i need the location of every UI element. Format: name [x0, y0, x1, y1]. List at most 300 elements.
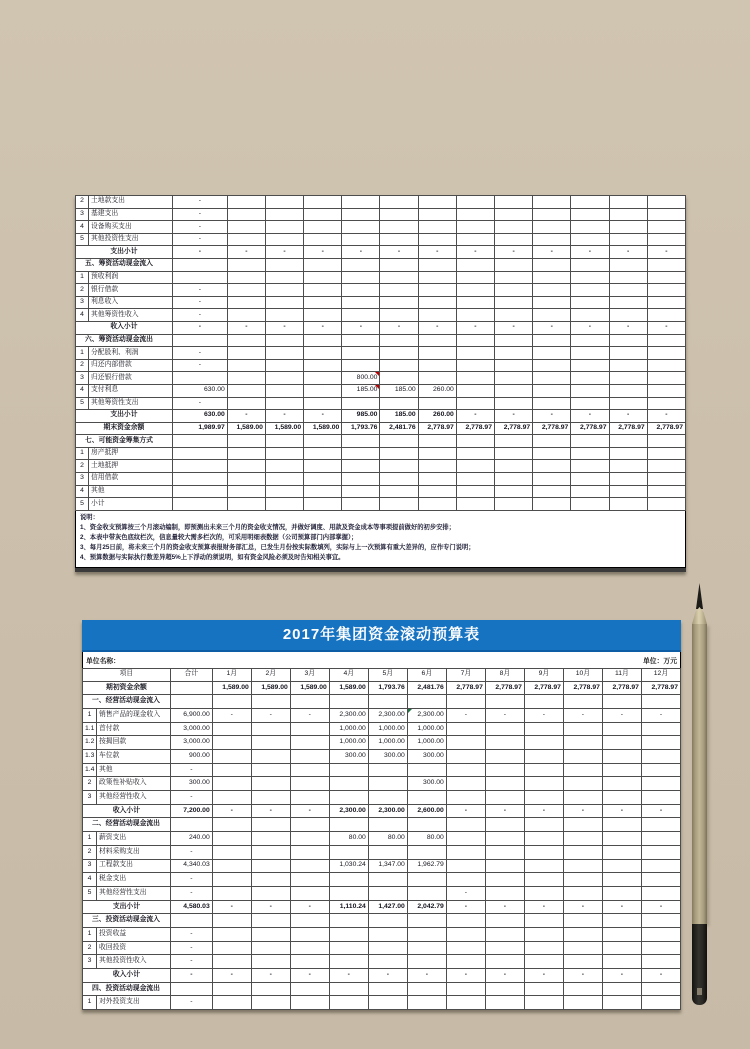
cell — [494, 271, 532, 284]
cell: - — [609, 410, 647, 423]
cell: - — [170, 927, 212, 941]
cell: 300.00 — [407, 750, 446, 764]
cell — [380, 485, 418, 498]
table-row — [83, 777, 681, 791]
cell — [602, 832, 641, 846]
cell — [602, 955, 641, 969]
cell — [456, 372, 494, 385]
cell — [602, 777, 641, 791]
cell — [251, 927, 290, 941]
cell — [647, 258, 685, 271]
row-label: 六、筹资活动现金流出 — [76, 334, 173, 347]
cell — [368, 873, 407, 887]
cell — [494, 384, 532, 397]
cell: 1,000.00 — [407, 722, 446, 736]
row-label: 按揭回款 — [96, 736, 170, 750]
summary-row — [83, 681, 681, 695]
cell — [418, 284, 456, 297]
cell — [227, 284, 265, 297]
cell — [368, 845, 407, 859]
cell: 800.00 — [342, 372, 380, 385]
cell — [446, 914, 485, 928]
cell — [446, 955, 485, 969]
cell — [290, 927, 329, 941]
cell — [418, 196, 456, 209]
row-number: 4 — [83, 873, 97, 887]
cell — [212, 695, 251, 709]
cell — [212, 845, 251, 859]
cell — [290, 859, 329, 873]
cell: - — [456, 410, 494, 423]
cell — [290, 941, 329, 955]
cell — [494, 334, 532, 347]
cell — [524, 750, 563, 764]
cell — [172, 473, 227, 486]
cell — [368, 927, 407, 941]
cell: - — [380, 246, 418, 259]
cell: 2,300.00 — [329, 804, 368, 818]
cell — [227, 347, 265, 360]
cell: - — [571, 410, 609, 423]
row-label: 七、可能资金筹集方式 — [76, 435, 173, 448]
cell — [609, 435, 647, 448]
cell: 1,000.00 — [368, 736, 407, 750]
summary-row — [76, 410, 686, 423]
cell — [304, 208, 342, 221]
cell — [227, 258, 265, 271]
cell: 300.00 — [368, 750, 407, 764]
row-number: 1.3 — [83, 750, 97, 764]
row-number: 2 — [76, 196, 89, 209]
cell — [265, 498, 303, 511]
cell — [609, 372, 647, 385]
cell — [563, 722, 602, 736]
cell: 185.00 — [380, 384, 418, 397]
cell — [533, 221, 571, 234]
row-label: 收入小计 — [76, 321, 173, 334]
cell — [418, 296, 456, 309]
cell — [563, 941, 602, 955]
cell — [251, 736, 290, 750]
table-row — [83, 736, 681, 750]
notes-block — [75, 511, 686, 568]
table-row — [83, 750, 681, 764]
cell: - — [227, 410, 265, 423]
cell — [494, 435, 532, 448]
row-number: 2 — [76, 359, 89, 372]
cell — [265, 473, 303, 486]
row-label: 首付款 — [96, 722, 170, 736]
cell — [641, 859, 680, 873]
note-line: 3、每月25日前，将未来三个月的资金收支预算表报财务部汇总，已发生月份按实际数填列，实际与上一次预算有重大差异的，应作专门说明； — [80, 544, 475, 552]
row-number: 2 — [83, 845, 97, 859]
column-header: 8月 — [485, 669, 524, 682]
cell: - — [609, 321, 647, 334]
cell: - — [494, 321, 532, 334]
cell — [446, 777, 485, 791]
row-label: 对外投资支出 — [96, 996, 170, 1010]
row-label: 收入小计 — [83, 969, 171, 983]
cell — [609, 347, 647, 360]
cell: - — [251, 804, 290, 818]
cell — [342, 296, 380, 309]
cell: - — [290, 708, 329, 722]
table-row — [83, 941, 681, 955]
cell — [602, 996, 641, 1010]
cell — [418, 334, 456, 347]
cell: - — [265, 246, 303, 259]
cell — [342, 196, 380, 209]
cell — [485, 859, 524, 873]
cell — [304, 498, 342, 511]
cell — [172, 372, 227, 385]
cell — [494, 372, 532, 385]
cell — [304, 271, 342, 284]
cell: 185.00 — [380, 410, 418, 423]
cell — [533, 271, 571, 284]
cell — [533, 347, 571, 360]
cell — [368, 914, 407, 928]
cell — [329, 886, 368, 900]
cell — [647, 208, 685, 221]
cell: 1,000.00 — [329, 722, 368, 736]
cell — [524, 859, 563, 873]
cell — [290, 886, 329, 900]
cell — [265, 296, 303, 309]
cell — [418, 473, 456, 486]
row-label: 其他投资性收入 — [96, 955, 170, 969]
cell — [485, 695, 524, 709]
row-number: 4 — [76, 485, 89, 498]
cell — [571, 447, 609, 460]
cell — [172, 271, 227, 284]
cell — [380, 334, 418, 347]
cell — [329, 873, 368, 887]
row-label: 基建支出 — [88, 208, 172, 221]
cell — [524, 763, 563, 777]
row-number: 4 — [76, 309, 89, 322]
cell — [407, 955, 446, 969]
cell — [456, 296, 494, 309]
cell — [524, 722, 563, 736]
cell — [485, 982, 524, 996]
cell — [602, 914, 641, 928]
cell — [380, 271, 418, 284]
cell — [456, 435, 494, 448]
cell — [172, 460, 227, 473]
summary-row — [76, 422, 686, 435]
cell: 1,589.00 — [212, 681, 251, 695]
cell — [407, 845, 446, 859]
cell: 7,200.00 — [170, 804, 212, 818]
column-header: 5月 — [368, 669, 407, 682]
cell: - — [172, 196, 227, 209]
summary-row — [76, 246, 686, 259]
table-row — [76, 296, 686, 309]
cell — [647, 221, 685, 234]
cell — [172, 485, 227, 498]
unit-row — [82, 652, 681, 668]
cell — [304, 258, 342, 271]
row-number: 1 — [83, 927, 97, 941]
cell — [641, 927, 680, 941]
cell: 2,778.97 — [524, 681, 563, 695]
column-header: 10月 — [563, 669, 602, 682]
cell — [304, 485, 342, 498]
cell — [265, 485, 303, 498]
cell — [290, 750, 329, 764]
cell — [571, 359, 609, 372]
cell — [304, 221, 342, 234]
cell — [533, 233, 571, 246]
cell: - — [227, 321, 265, 334]
row-label: 车位款 — [96, 750, 170, 764]
cell: 2,778.97 — [494, 422, 532, 435]
cell: - — [602, 804, 641, 818]
table-row — [76, 271, 686, 284]
cell — [571, 296, 609, 309]
row-number: 3 — [76, 208, 89, 221]
cell: - — [290, 969, 329, 983]
cell — [329, 941, 368, 955]
cell: 1,347.00 — [368, 859, 407, 873]
cell — [446, 695, 485, 709]
table-row — [83, 832, 681, 846]
cell — [418, 258, 456, 271]
cell — [342, 271, 380, 284]
row-label: 其他筹资性支出 — [88, 397, 172, 410]
cell — [533, 334, 571, 347]
cell — [563, 832, 602, 846]
cell: - — [456, 321, 494, 334]
cell — [609, 284, 647, 297]
cell: - — [172, 284, 227, 297]
cell — [265, 359, 303, 372]
cell — [494, 447, 532, 460]
cell — [571, 208, 609, 221]
cell: - — [170, 791, 212, 805]
cell — [342, 435, 380, 448]
row-label: 设备购买支出 — [88, 221, 172, 234]
cell — [265, 196, 303, 209]
cell — [342, 473, 380, 486]
cell — [304, 372, 342, 385]
cell — [227, 498, 265, 511]
cell: - — [304, 246, 342, 259]
cell — [265, 208, 303, 221]
cell — [524, 914, 563, 928]
cell — [485, 791, 524, 805]
row-number: 1.4 — [83, 763, 97, 777]
cell — [647, 473, 685, 486]
cell: 300.00 — [407, 777, 446, 791]
row-number: 3 — [83, 955, 97, 969]
cell: - — [170, 763, 212, 777]
cell — [647, 397, 685, 410]
cell — [380, 372, 418, 385]
cell: - — [563, 804, 602, 818]
cell — [380, 284, 418, 297]
cell: 240.00 — [170, 832, 212, 846]
cell — [609, 208, 647, 221]
cell — [172, 498, 227, 511]
table-row — [76, 347, 686, 360]
cell — [494, 498, 532, 511]
cell — [407, 791, 446, 805]
cell — [571, 384, 609, 397]
cell — [304, 460, 342, 473]
cell — [456, 208, 494, 221]
summary-row — [83, 969, 681, 983]
cell: - — [172, 221, 227, 234]
cell — [533, 435, 571, 448]
cell — [609, 296, 647, 309]
cell — [368, 791, 407, 805]
row-label: 其他经营性收入 — [96, 791, 170, 805]
cell: - — [571, 321, 609, 334]
row-number: 1 — [83, 832, 97, 846]
cell: 1,589.00 — [227, 422, 265, 435]
cell — [329, 982, 368, 996]
pencil-wood-collar — [692, 607, 707, 624]
cell — [524, 818, 563, 832]
cell — [290, 955, 329, 969]
cell — [641, 791, 680, 805]
cell — [533, 485, 571, 498]
table-row — [76, 384, 686, 397]
cell — [609, 258, 647, 271]
table-row — [83, 859, 681, 873]
cell: 900.00 — [170, 750, 212, 764]
cell — [446, 791, 485, 805]
cell — [609, 359, 647, 372]
cell — [212, 886, 251, 900]
cell — [304, 309, 342, 322]
cell — [227, 447, 265, 460]
cell — [290, 982, 329, 996]
pencil-end-cap — [692, 924, 707, 1005]
cell — [571, 233, 609, 246]
cell — [602, 750, 641, 764]
row-number: 3 — [76, 473, 89, 486]
cell: 3,000.00 — [170, 736, 212, 750]
cell — [290, 845, 329, 859]
cell — [641, 695, 680, 709]
cell — [380, 296, 418, 309]
cell: - — [533, 321, 571, 334]
cell — [290, 832, 329, 846]
cell — [524, 736, 563, 750]
cell — [170, 818, 212, 832]
cell: 2,300.00 — [329, 708, 368, 722]
cell — [407, 982, 446, 996]
cell — [456, 196, 494, 209]
cell: - — [602, 969, 641, 983]
cell — [647, 334, 685, 347]
cell — [304, 397, 342, 410]
cell — [494, 460, 532, 473]
cell — [563, 982, 602, 996]
cell: 2,600.00 — [407, 804, 446, 818]
cell — [290, 777, 329, 791]
cell — [494, 233, 532, 246]
table-row — [76, 233, 686, 246]
budget-page-continuation — [75, 195, 686, 572]
cell — [609, 271, 647, 284]
cell: - — [265, 321, 303, 334]
cell: - — [342, 246, 380, 259]
column-header: 4月 — [329, 669, 368, 682]
cell — [407, 914, 446, 928]
cell — [647, 498, 685, 511]
cell — [641, 845, 680, 859]
cell — [227, 233, 265, 246]
cell: - — [172, 321, 227, 334]
cell — [407, 941, 446, 955]
cell: 300.00 — [329, 750, 368, 764]
cell: - — [563, 708, 602, 722]
cell — [563, 818, 602, 832]
cell — [494, 258, 532, 271]
row-label: 五、筹资活动现金流入 — [76, 258, 173, 271]
cell: 1,000.00 — [329, 736, 368, 750]
table-row — [76, 221, 686, 234]
row-label: 其他经营性支出 — [96, 886, 170, 900]
cell: 2,778.97 — [641, 681, 680, 695]
table-row — [76, 473, 686, 486]
cell — [647, 284, 685, 297]
cell — [265, 435, 303, 448]
cell: - — [563, 969, 602, 983]
cell — [304, 296, 342, 309]
error-marker-green — [408, 709, 412, 713]
cell — [290, 818, 329, 832]
cell: 2,300.00 — [407, 708, 446, 722]
cell — [641, 914, 680, 928]
cell — [641, 763, 680, 777]
cell — [380, 473, 418, 486]
table-row — [76, 196, 686, 209]
cell — [485, 955, 524, 969]
cell — [456, 271, 494, 284]
cell: - — [647, 246, 685, 259]
cell — [418, 309, 456, 322]
cell — [609, 384, 647, 397]
cell: - — [647, 410, 685, 423]
cell: 1,793.76 — [368, 681, 407, 695]
cell — [407, 695, 446, 709]
cell — [342, 498, 380, 511]
cell — [304, 359, 342, 372]
cell — [533, 397, 571, 410]
section-row — [83, 695, 681, 709]
cell: 2,481.76 — [380, 422, 418, 435]
cell — [602, 722, 641, 736]
cell: 2,778.97 — [533, 422, 571, 435]
cell — [456, 334, 494, 347]
cell: - — [212, 900, 251, 914]
cell — [494, 296, 532, 309]
row-label: 材料采购支出 — [96, 845, 170, 859]
cell — [304, 196, 342, 209]
cell — [418, 221, 456, 234]
row-number: 3 — [76, 296, 89, 309]
cell — [418, 372, 456, 385]
cell — [571, 435, 609, 448]
cell: 6,900.00 — [170, 708, 212, 722]
cell — [342, 447, 380, 460]
cell — [212, 955, 251, 969]
